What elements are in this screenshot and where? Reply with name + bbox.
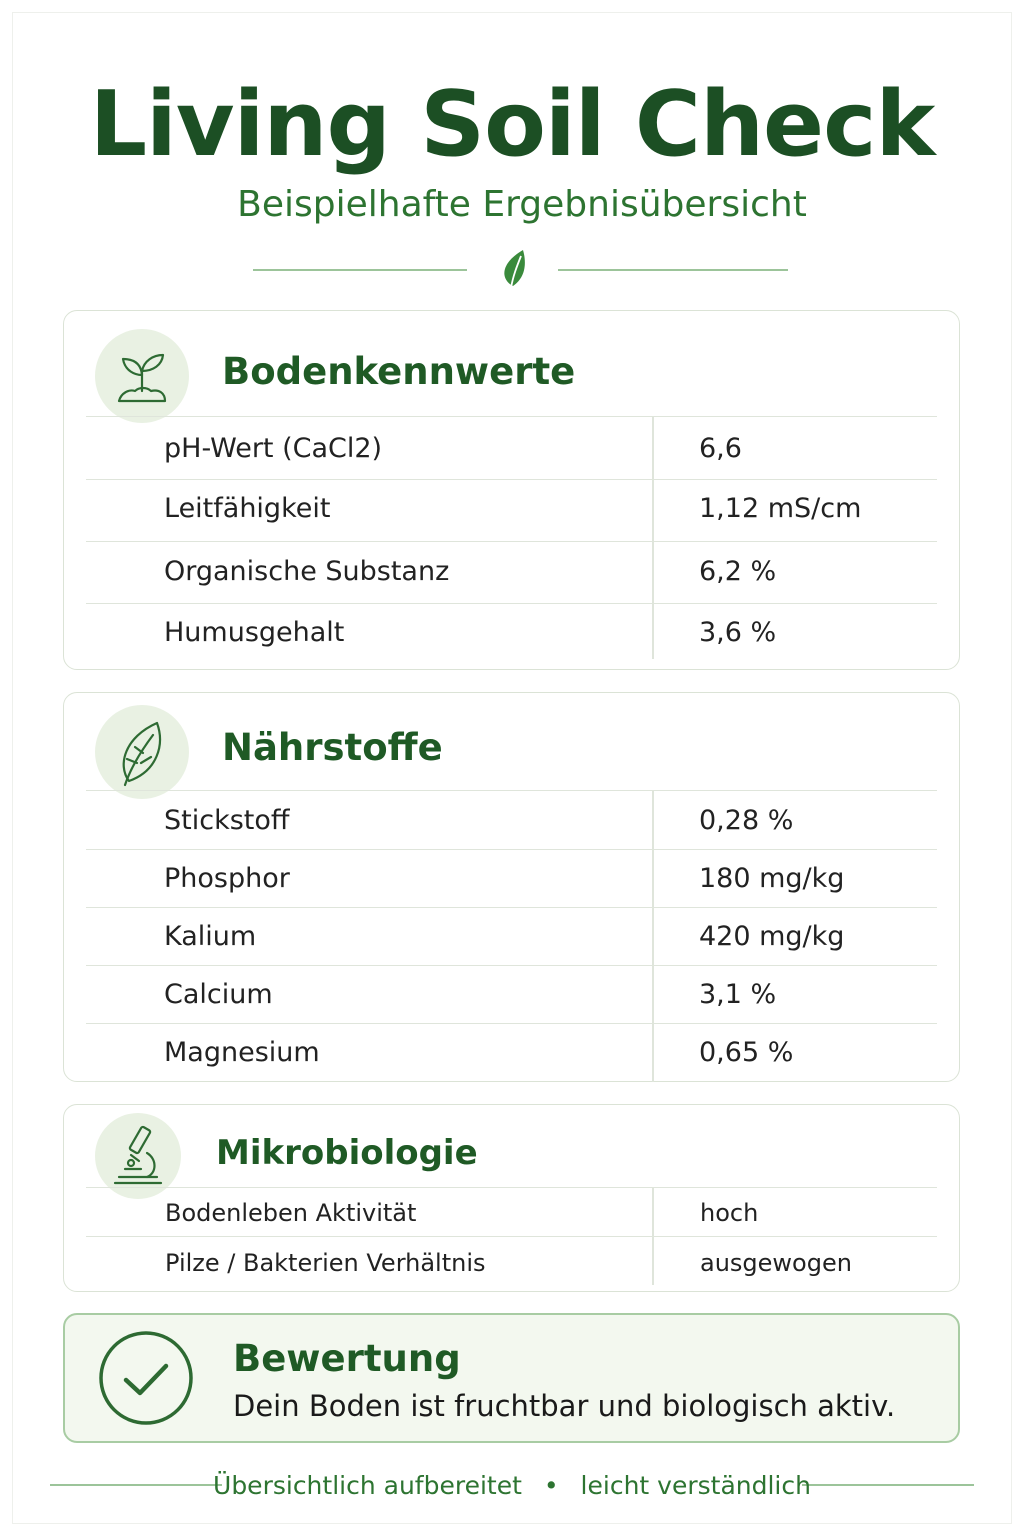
footer-tagline [0,1469,1024,1503]
row-label: Calcium [164,979,273,1010]
row-value: 6,6 [699,433,742,464]
row-value: 6,2 % [699,556,777,587]
section-title: Mikrobiologie [216,1133,478,1173]
table-row [86,603,937,659]
row-label: Organische Substanz [164,556,450,587]
section-card-bodenkennwerte [63,310,960,670]
data-table [86,416,937,659]
section-card-naehrstoffe [63,692,960,1082]
row-label: Phosphor [164,863,290,894]
row-label: Humusgehalt [164,617,345,648]
row-label: Bodenleben Aktivität [165,1199,417,1227]
checkmark-circle-icon [98,1330,194,1426]
verdict-box [63,1313,960,1443]
section-title: Bodenkennwerte [222,350,576,393]
table-row [86,1023,937,1082]
footer-left-text: Übersichtlich aufbereitet [213,1471,522,1500]
table-row [86,1236,937,1285]
table-row [86,479,937,541]
row-label: Pilze / Bakterien Verhältnis [165,1249,486,1277]
page-title: Living Soil Check [89,72,935,177]
leaf-icon [95,705,189,799]
row-value: hoch [700,1199,759,1227]
row-label: pH-Wert (CaCl2) [164,433,383,464]
row-value: 1,12 mS/cm [699,493,862,524]
row-label: Stickstoff [164,805,290,836]
table-row [86,790,937,849]
page-subtitle: Beispielhafte Ergebnisübersicht [237,184,807,225]
footer-right-text: leicht verständlich [580,1471,811,1500]
footer-separator: • [543,1471,559,1500]
row-value: 0,65 % [699,1037,794,1068]
row-label: Magnesium [164,1037,320,1068]
row-value: 3,6 % [699,617,777,648]
table-row [86,965,937,1023]
table-row [86,907,937,965]
data-table [86,790,937,1082]
verdict-title: Bewertung [233,1337,461,1380]
row-value: 180 mg/kg [699,863,845,894]
verdict-text: Dein Boden ist fruchtbar und biologisch aktiv. [233,1389,896,1423]
table-row [86,541,937,603]
row-label: Leitfähigkeit [164,493,331,524]
section-title: Nährstoffe [222,726,443,769]
row-label: Kalium [164,921,257,952]
leaf-icon [497,246,529,290]
seedling-icon [95,329,189,423]
row-value: 0,28 % [699,805,794,836]
row-value: ausgewogen [700,1249,852,1277]
data-table [86,1187,937,1285]
table-row [86,1187,937,1236]
row-value: 420 mg/kg [699,921,845,952]
table-row [86,849,937,907]
divider-right [558,269,788,271]
section-card-mikrobiologie [63,1104,960,1292]
table-row [86,416,937,479]
row-value: 3,1 % [699,979,777,1010]
divider-left [253,269,467,271]
